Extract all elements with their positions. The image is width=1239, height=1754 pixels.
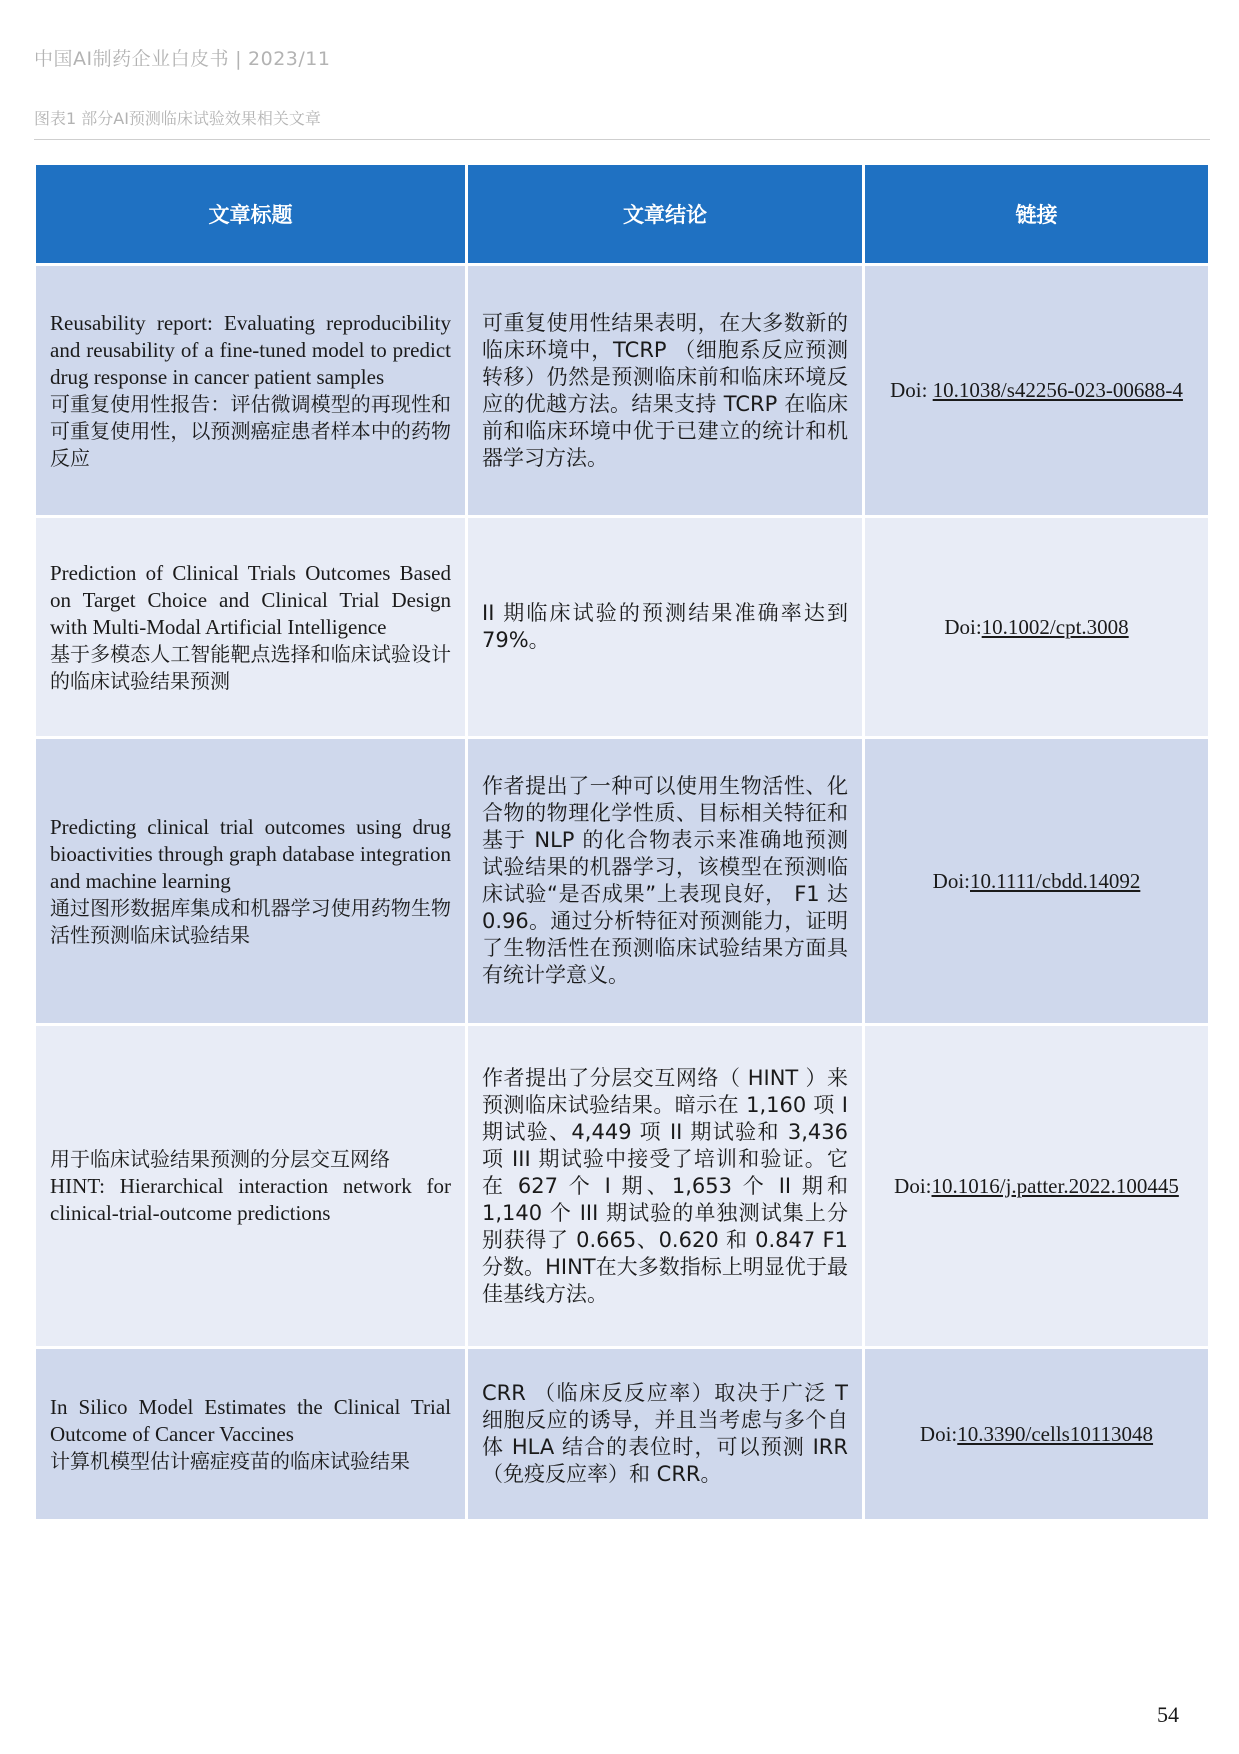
table-row [35,1348,1210,1521]
doi-link[interactable]: 10.1038/s42256-023-00688-4 [932,378,1183,402]
table-row [35,265,1210,517]
article-link-cell [864,517,1210,738]
article-title-zh: 计算机模型估计癌症疫苗的临床试验结果 [50,1448,410,1473]
doi-prefix: Doi: [919,1421,958,1446]
article-link-cell [864,265,1210,517]
article-title-zh: 可重复使用性报告：评估微调模型的再现性和可重复使用性，以预测癌症患者样本中的药物反应 [50,391,451,470]
table-header-row [35,164,1210,265]
article-title-en: In Silico Model Estimates the Clinical Trial Outcome of Cancer Vaccines [50,1394,451,1446]
page-number: 54 [1157,1702,1179,1727]
article-conclusion: 可重复使用性结果表明，在大多数新的临床环境中，TCRP （细胞系反应预测转移）仍然是预测临床前和临床环境反应的优越方法。结果支持 TCRP 在临床前和临床环境中优于已建立的统计和机器学习方法。 [467,265,864,517]
document-header [34,44,330,71]
doi-prefix: Doi: [894,1173,932,1198]
article-title-en: Prediction of Clinical Trials Outcomes Based on Target Choice and Clinical Trial Design with Multi-Modal Artificial Intelligence [50,560,451,639]
doi-prefix: Doi: [932,868,970,893]
article-title-zh: 基于多模态人工智能靶点选择和临床试验设计的临床试验结果预测 [50,641,451,693]
doi-link[interactable]: 10.3390/cells10113048 [957,1421,1154,1446]
article-conclusion: CRR （临床反反应率）取决于广泛 T 细胞反应的诱导，并且当考虑与多个自体 HLA 结合的表位时，可以预测 IRR （免疫反应率）和 CRR。 [467,1348,864,1521]
table-row [35,738,1210,1025]
article-title-cell [35,1025,467,1348]
article-title-en: Reusability report: Evaluating reproducibility and reusability of a fine-tuned model to predict drug response in cancer patient samples [50,310,451,389]
column-header-title: 文章标题 [35,164,467,265]
doi-link[interactable]: 10.1016/j.patter.2022.100445 [931,1173,1179,1198]
article-title-zh: 用于临床试验结果预测的分层交互网络 [50,1146,390,1171]
doi-prefix: Doi: [890,378,933,402]
article-title-cell [35,265,467,517]
article-title-zh: 通过图形数据库集成和机器学习使用药物生物活性预测临床试验结果 [50,895,451,947]
article-conclusion: 作者提出了一种可以使用生物活性、化合物的物理化学性质、目标相关特征和基于 NLP 的化合物表示来准确地预测试验结果的机器学习，该模型在预测临床试验“是否成果”上表现良好， F1 达0.96。通过分析特征对预测能力，证明了生物活性在预测临床试验结果方面具有统计学意义。 [467,738,864,1025]
articles-table [33,162,1211,1522]
table-row [35,517,1210,738]
article-conclusion: II 期临床试验的预测结果准确率达到 79%。 [467,517,864,738]
document-title: 中国AI制药企业白皮书 [34,48,230,70]
header-separator: | [235,48,243,70]
article-link-cell [864,1348,1210,1521]
article-title-cell [35,517,467,738]
table-caption: 图表1 部分AI预测临床试验效果相关文章 [34,109,321,128]
article-title-cell [35,738,467,1025]
doi-prefix: Doi: [944,614,982,639]
article-title-cell [35,1348,467,1521]
article-title-en: HINT: Hierarchical interaction network for clinical-trial-outcome predictions [50,1173,451,1225]
table-row [35,1025,1210,1348]
column-header-link: 链接 [864,164,1210,265]
column-header-conclusion: 文章结论 [467,164,864,265]
caption-divider [34,139,1210,140]
document-date: 2023/11 [248,48,331,70]
doi-link[interactable]: 10.1002/cpt.3008 [981,614,1129,639]
doi-link[interactable]: 10.1111/cbdd.14092 [970,868,1141,893]
article-link-cell [864,738,1210,1025]
article-title-en: Predicting clinical trial outcomes using drug bioactivities through graph database integration and machine learning [50,814,451,893]
article-link-cell [864,1025,1210,1348]
article-conclusion: 作者提出了分层交互网络（ HINT ）来预测临床试验结果。暗示在 1,160 项 I 期试验、4,449 项 II 期试验和 3,436 项 III 期试验中接受了培训和验证。它在 627 个 I 期、1,653 个 II 期和 1,140 个 III 期试验的单独测试集上分别获得了 0.665、0.620 和 0.847 F1 分数。HINT在大多数指标上明显优于最佳基线方法。 [467,1025,864,1348]
